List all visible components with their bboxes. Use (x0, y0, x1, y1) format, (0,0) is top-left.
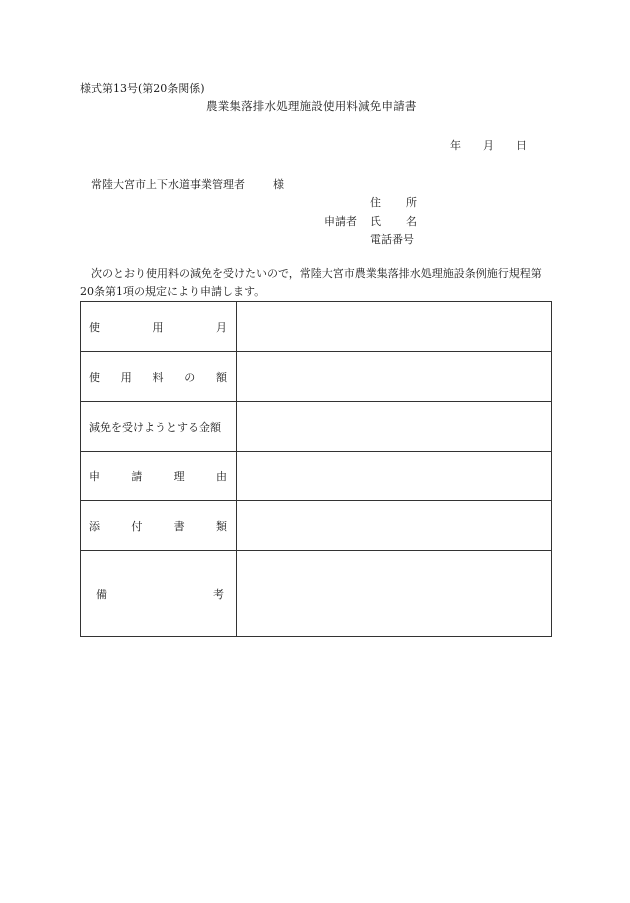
reason-field[interactable] (237, 452, 552, 501)
addressee (91, 176, 284, 192)
reduction-amount-field[interactable] (237, 402, 552, 452)
body-text: 次のとおり使用料の減免を受けたいので，常陸大宮市農業集落排水処理施設条例施行規程第20条第1項の規定により申請します。 (80, 267, 542, 298)
date-line (450, 137, 527, 153)
table-row-fee-amount (81, 352, 552, 402)
application-table (80, 301, 552, 637)
applicant-name-label: 氏 名 (370, 215, 417, 228)
table-row-reduction-amount (81, 402, 552, 452)
attachments-field[interactable] (237, 501, 552, 551)
date-day-label: 日 (516, 139, 527, 152)
fee-amount-label: 使 用 料 の 額 (81, 352, 237, 402)
form-number: 様式第13号(第20条関係) (80, 82, 205, 95)
applicant-address-label: 住 所 (370, 196, 417, 209)
fee-amount-field[interactable] (237, 352, 552, 402)
addressee-honorific: 様 (273, 178, 284, 191)
table-row-remarks (81, 551, 552, 637)
attachments-label: 添 付 書 類 (81, 501, 237, 551)
table-row-reason (81, 452, 552, 501)
reason-label: 申 請 理 由 (81, 452, 237, 501)
applicant-phone-label: 電話番号 (370, 233, 414, 246)
table-row-usage-month (81, 302, 552, 352)
document-title: 農業集落排水処理施設使用料減免申請書 (206, 99, 417, 113)
date-year-label: 年 (450, 139, 461, 152)
remarks-label: 備 考 (81, 551, 237, 637)
reduction-amount-label: 減免を受けようとする金額 (81, 402, 237, 452)
applicant-label: 申請者 (324, 215, 357, 228)
date-month-label: 月 (483, 139, 494, 152)
addressee-name: 常陸大宮市上下水道事業管理者 (91, 178, 245, 191)
usage-month-label: 使 用 月 (81, 302, 237, 352)
table-row-attachments (81, 501, 552, 551)
remarks-field[interactable] (237, 551, 552, 637)
usage-month-field[interactable] (237, 302, 552, 352)
